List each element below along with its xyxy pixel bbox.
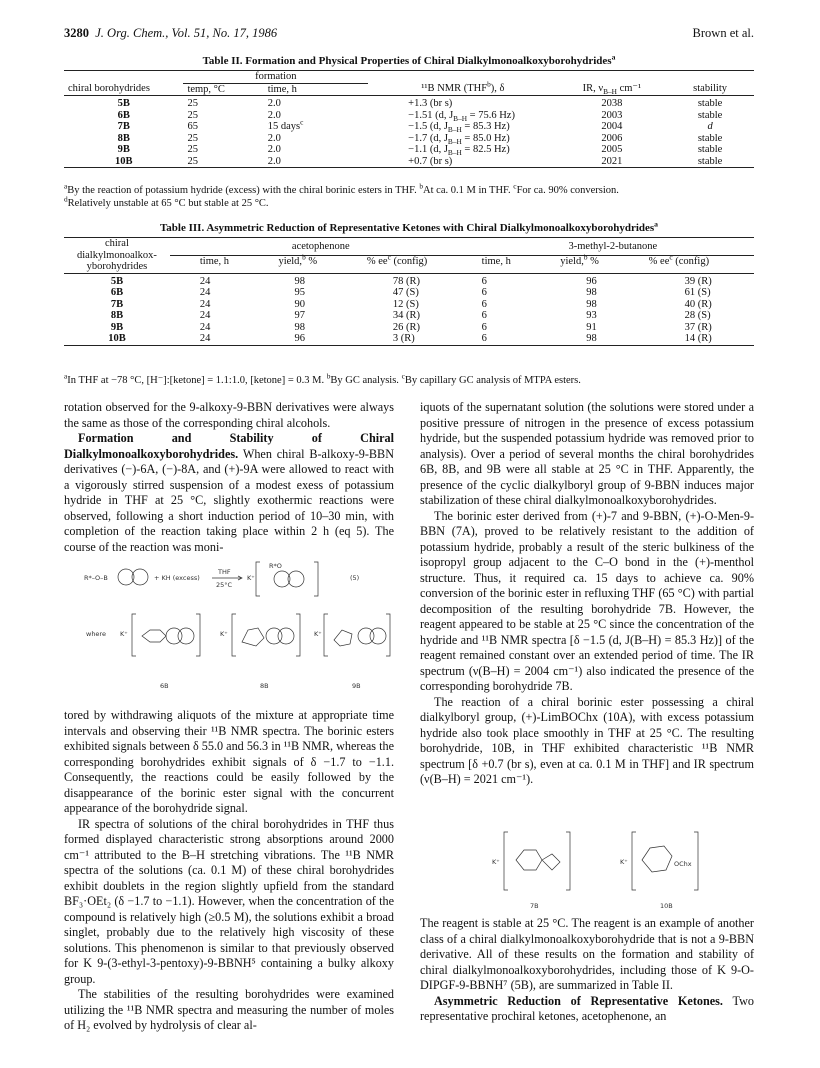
compound-6b-label: 6B — [160, 682, 169, 690]
compound-7b-label: 7B — [530, 902, 539, 910]
table-row: 5B 25 2.0 +1.3 (br s) 2038 stable — [117, 98, 723, 109]
ochx-label: OChx — [674, 860, 692, 868]
paragraph: iquots of the supernatant solution (the solutions were stored under a positive pressure of nitrogen in the presence of excess potassium hydride, but the suspended potassium hydride was removed prior to analysis). Over a period of several months the chiral borohydrides 6B, 8B, and 9B were all stable at 25 °C in THF. Apparently, the presence of the cyclic dialkylboryl group of 9-BBN induces major stabilization of these chiral dialkylmonoalkoxyborohydrides. — [420, 400, 754, 507]
table-3-header-row: time, h yield,$^b$ % % $ee^c$ (config) time, h yield,$^b$ % % $ee^c$ (config) — [64, 255, 754, 273]
stub-header: chiral dialkylmonoalkox- yborohydrides — [64, 238, 170, 274]
paragraph: Asymmetric Reduction of Representative Ketones. Two representative prochiral ketones, acetophenone, an — [420, 993, 754, 1023]
methylbutanone-group: 3-methyl-2-butanone — [472, 238, 754, 256]
svg-text:K⁺: K⁺ — [492, 858, 500, 866]
table-row: 6B 25 2.0 −1.51 (d, $J_{B-H} = 75.6$ Hz) 2003 stable — [117, 109, 723, 123]
table-row: 8B 25 2.0 −1.7 (d, $J_{B-H} = 85.0$ Hz) 2006 stable — [117, 132, 723, 146]
table-row: 5B 24 98 78 (R) 6 96 39 (R) — [110, 275, 712, 287]
paragraph: The borinic ester derived from (+)-7 and 9-BBN, (+)-O-Men-9-BBN (7A), proved to be relatively resistant to the addition of potassium hydride, probably a result of the steric bulkiness of the isopropyl group adjacent to the C–O bond in the (+)-menthol structure. Thus, it required ca. 15 days to achieve ca. 90% conversion of the borinic ester in refluxing THF (65 °C) with partial decomposition of the resulting borohydride 7B. However, the reagent appeared to be stable at 25 °C since the concentration of the hydride and ¹¹B NMR spectra [δ −1.5 (d, J(B–H) = 85.3 Hz)] of the reagent remained constant over an extended period of time. The IR spectrum (ν(B–H) = 2004 cm⁻¹) also indicated the presence of the corresponding borohydride 7B. — [420, 508, 754, 693]
table-row: 8B 24 97 34 (R) 6 93 28 (S) — [110, 310, 711, 321]
table-row: 7B 65 15 days$^c$ −1.5 (d, $J_{B-H} = 85.3$ Hz) 2004 d — [117, 117, 713, 135]
table-2-footnotes: $^a$By the reaction of potassium hydride (excess) with the chiral borinic esters in THF. $^b$At ca. 0.1 M in THF. $^c$For ca. 90% conversion. $^d$Relatively unstable at 65 °C but stable at 25 °C. — [64, 181, 619, 209]
left-column — [64, 400, 394, 555]
where-label: where — [86, 630, 106, 638]
compound-10b-label: 10B — [660, 902, 673, 910]
left-column-continued — [64, 708, 394, 1034]
right-column — [420, 400, 754, 788]
scheme-eq5 — [64, 556, 394, 696]
paragraph: The stabilities of the resulting borohydrides were examined utilizing the ¹¹B NMR spectra and measuring the number of moles of H₂ evolved by hydrolysis of clear al- — [64, 987, 394, 1032]
svg-text:K⁺: K⁺ — [120, 630, 128, 638]
equation-number: (5) — [350, 574, 360, 582]
svg-text:K⁺: K⁺ — [620, 858, 628, 866]
table-3 — [64, 237, 754, 346]
svg-text:R*O: R*O — [269, 562, 282, 570]
paragraph: IR spectra of solutions of the chiral borohydrides in THF thus formed displayed characteristic strong absorptions around 2000 cm⁻¹ attributed to the B–H stretching vibrations. The ¹¹B NMR spectra of the solutions (ca. 0.1 M) of these chiral borohydrides exhibit doublets in the region slightly upfield from the standard BF₃·OEt₂ (δ −1.7 to −1.1). However, when the concentration of the compound is relatively high (≥0.5 M), the solutions exhibit a broad singlet, probably due to the relatively high viscosity of these solutions. This phenomenon is similar to that previously observed for K 9-(3-ethyl-3-pentoxy)-9-BBNH⁵ containing a bulky alkoxy group. — [64, 816, 394, 986]
table-row: 6B 24 95 47 (S) 6 98 61 (S) — [110, 287, 711, 298]
table-2 — [64, 70, 754, 168]
reactant-label: R*–O–B — [84, 574, 108, 582]
section-heading: Asymmetric Reduction of Representative Ketones. — [434, 993, 723, 1008]
paragraph: The reaction of a chiral borinic ester possessing a chiral dialkylboryl group, (+)-LimBOChx (10A), with excess potassium hydride also took place smoothly in THF at 25 °C. The resulting borohydride, 10B, in THF exhibited characteristic ¹¹B NMR spectrum [δ +0.7 (br s), even at ca. 0.1 M in THF] and IR spectrum (ν(B–H) = 2021 cm⁻¹). — [420, 694, 754, 786]
table-row: 9B 25 2.0 −1.1 (d, $J_{B-H} = 82.5$ Hz) 2005 stable — [117, 144, 723, 158]
section-heading: Formation and Stability of Chiral Dialkylmonoalkoxyborohydrides. — [64, 431, 394, 461]
running-header — [64, 26, 754, 44]
table-3-footnotes: $^a$In THF at −78 °C, [H⁻]:[ketone] = 1.1:1.0, [ketone] = 0.3 M. $^b$By GC analysis. $^c$By capillary GC analysis of MTPA esters. — [64, 371, 581, 386]
formation-group-header: formation — [183, 71, 368, 84]
table-2-caption: Table II. Formation and Physical Properties of Chiral Dialkylmonoalkoxyborohydrides$^a$ — [202, 52, 616, 67]
acetophenone-group: acetophenone — [170, 238, 472, 256]
table-row: 10B 25 2.0 +0.7 (br s) 2021 stable — [64, 156, 754, 168]
compound-9b-label: 9B — [352, 682, 361, 690]
scheme-7b-10b — [470, 826, 720, 914]
svg-text:K⁺: K⁺ — [314, 630, 322, 638]
table-2-header-row: chiral borohydrides temp, °C time, h ¹¹B NMR (THF$^b$), δ IR, $\nu_{B-H}$ cm⁻¹ stability — [64, 83, 754, 96]
journal-citation: J. Org. Chem., Vol. 51, No. 17, 1986 — [95, 26, 278, 40]
paragraph: Formation and Stability of Chiral Dialkylmonoalkoxyborohydrides. When chiral B-alkoxy-9-BBN derivatives (−)-6A, (−)-8A, and (+)-9A were allowed to react with a vigorously stirred suspension of a modest exess of potassium hydride in THF at 25 °C, slightly exothermic reactions were observed, following a short induction period of 10–30 min, with completion of the reaction taking place within 2 h (eq 5). The course of the reaction was moni- — [64, 431, 394, 554]
svg-text:K⁺: K⁺ — [220, 630, 228, 638]
paragraph: rotation observed for the 9-alkoxy-9-BBN derivatives were always the same as those of the corresponding chiral alcohols. — [64, 400, 394, 430]
paragraph: The reagent is stable at 25 °C. The reagent is an example of another class of a chiral dialkylmonoalkoxyborohydride that is not a 9-BBN derivative. All of these results on the formation and stability of chiral dialkylmonoalkoxyborohydrides, including those of K 9-O-DIPGF-9-BBNH⁷ (5B), are summarized in Table II. — [420, 916, 754, 992]
reagent-label: + KH (excess) — [154, 574, 200, 582]
right-column-continued — [420, 916, 754, 1025]
page-number: 3280 — [64, 26, 89, 40]
table-row: 10B 24 96 3 (R) 6 98 14 (R) — [64, 333, 754, 345]
counter-ion: K⁺ — [247, 574, 255, 582]
conditions-bottom: 25°C — [216, 581, 233, 589]
paragraph: tored by withdrawing aliquots of the mixture at appropriate time intervals and observing their ¹¹B NMR spectra. The borinic esters exhibited signals between δ 55.0 and 56.3 in ¹¹B NMR, whereas the corresponding borohydrides exhibit signals of δ −1.7 to −1.1. Consequently, the reactions could be easily followed by the disappearance of the borinic ester signal with the concurrent appearance of the borohydride signal. — [64, 708, 394, 815]
table-3-caption: Table III. Asymmetric Reduction of Representative Ketones with Chiral Dialkylmonoalkoxyborohydrides$^a$ — [159, 219, 659, 234]
table-row: 7B 24 90 12 (S) 6 98 40 (R) — [110, 298, 712, 310]
author-running-head: Brown et al. — [692, 26, 754, 40]
compound-8b-label: 8B — [260, 682, 269, 690]
conditions-top: THF — [218, 568, 231, 576]
table-row: 9B 24 98 26 (R) 6 91 37 (R) — [110, 321, 712, 333]
